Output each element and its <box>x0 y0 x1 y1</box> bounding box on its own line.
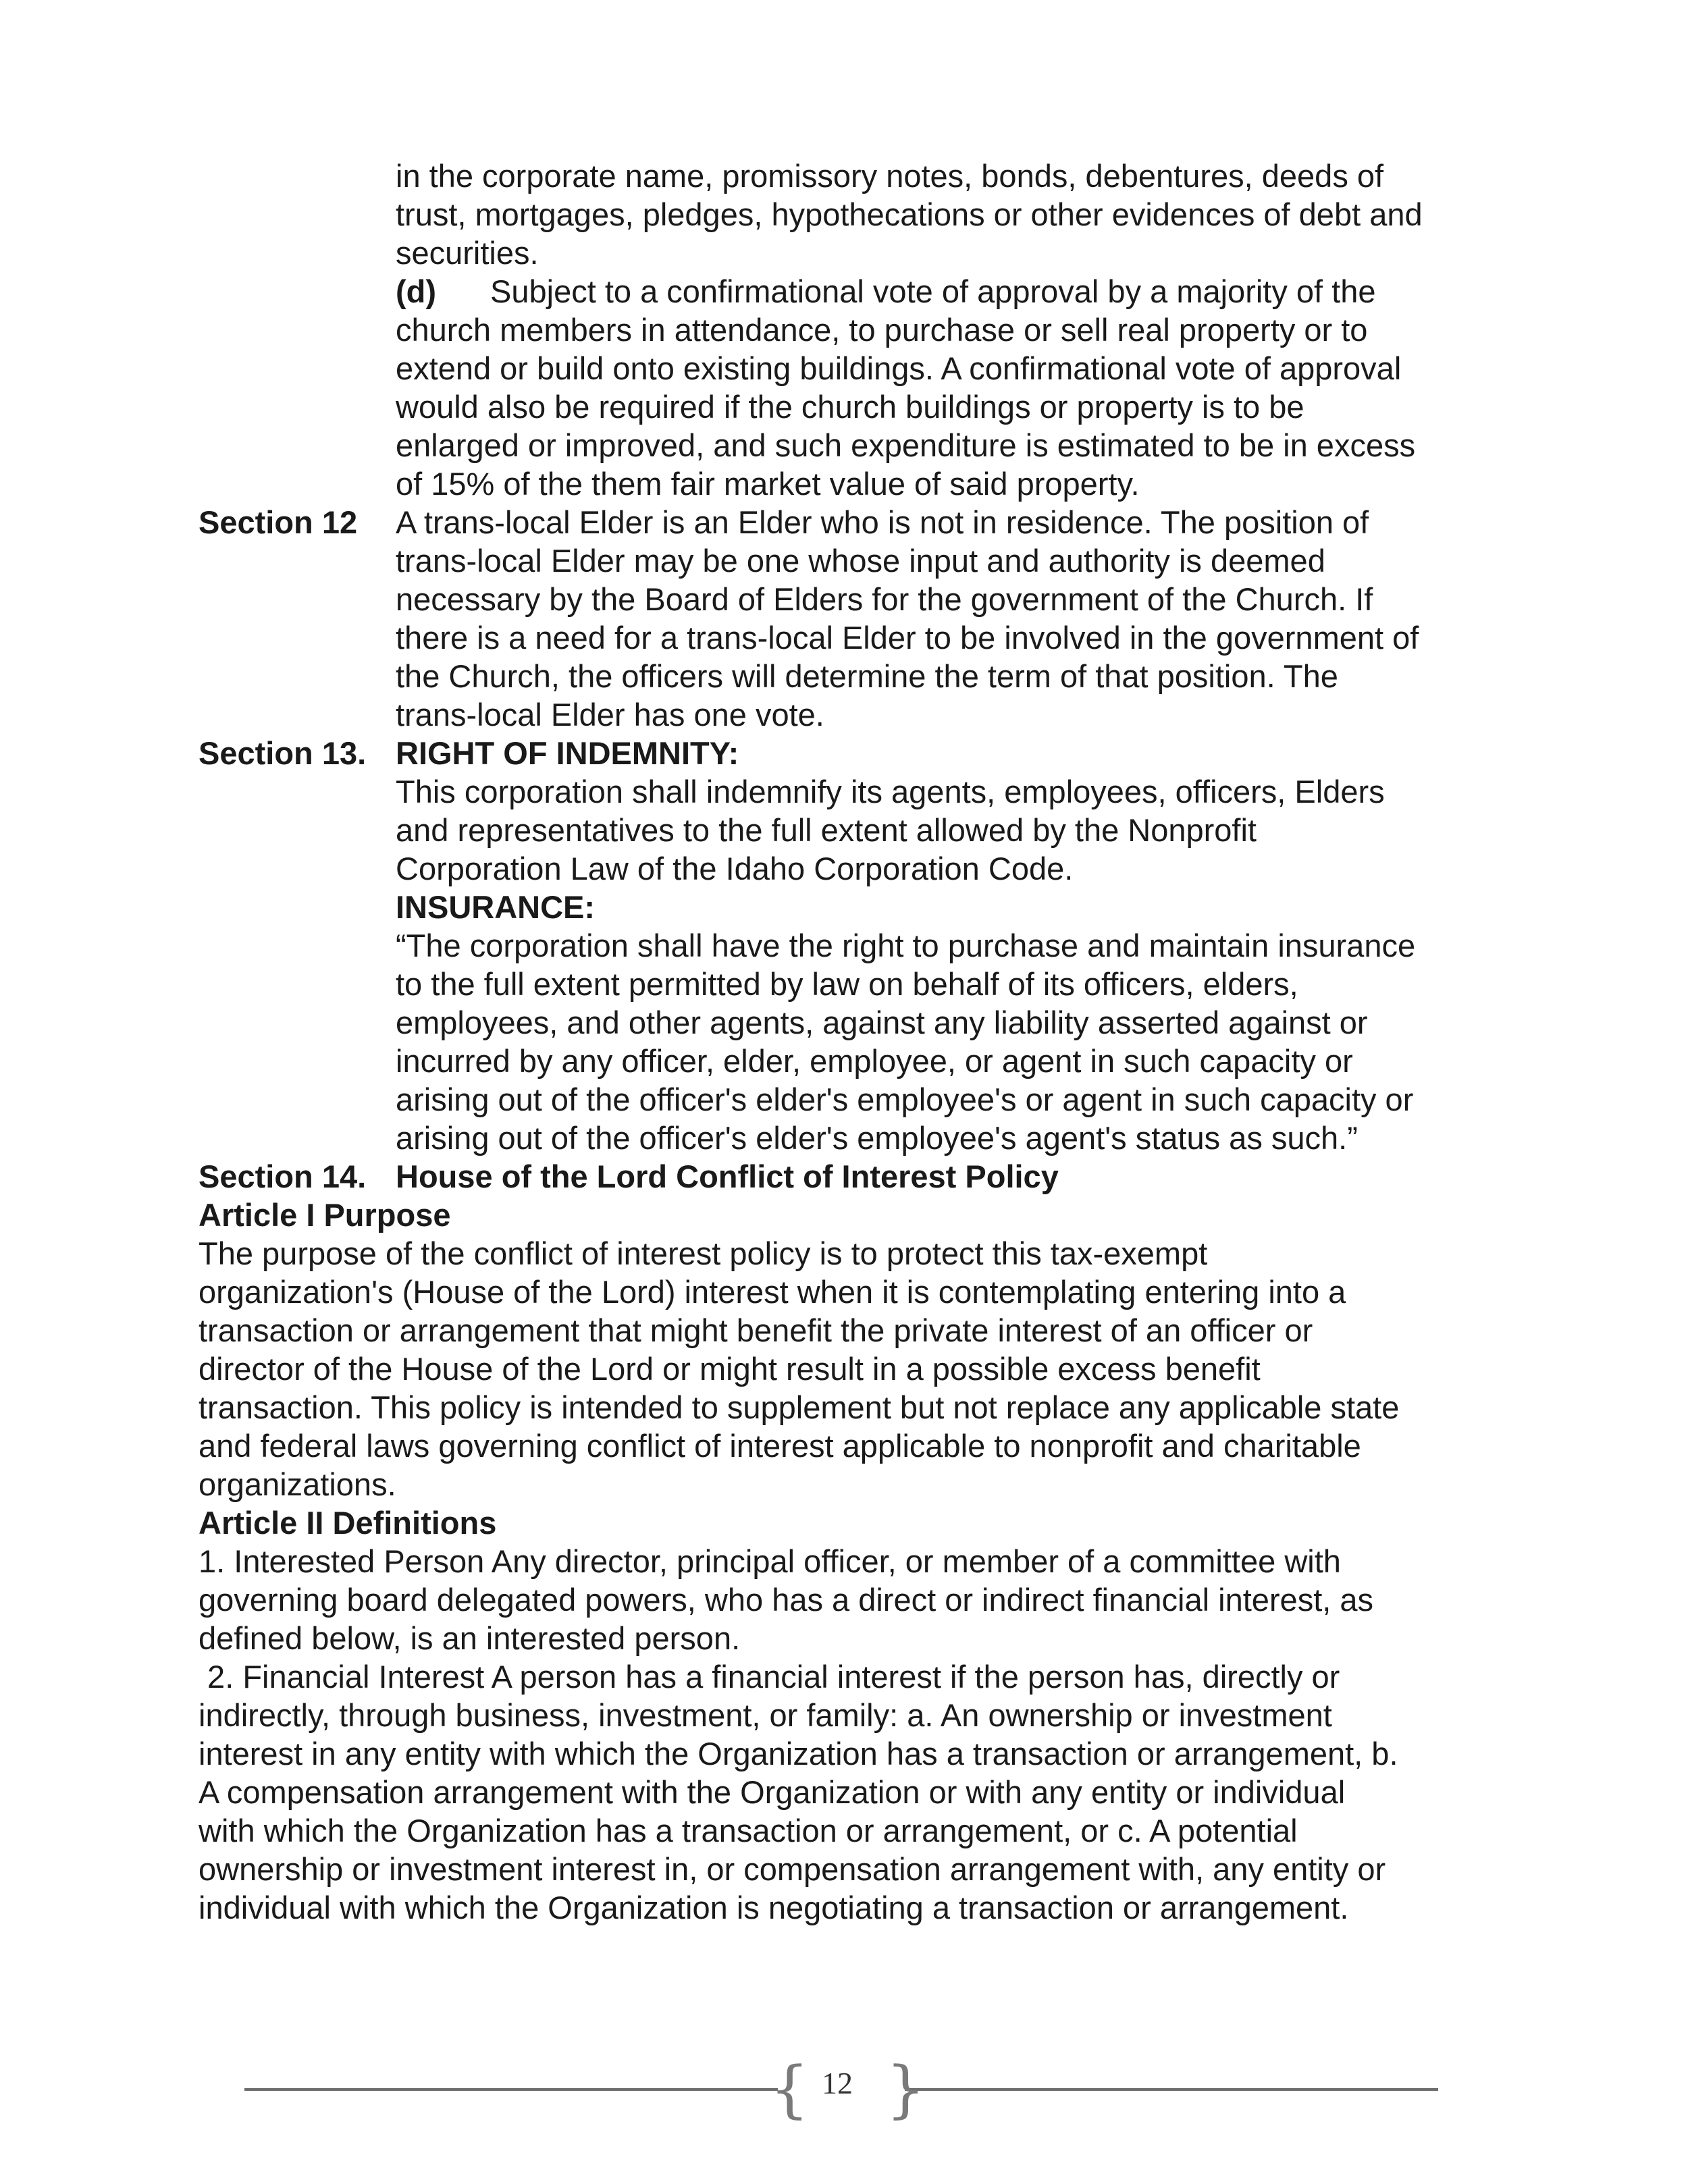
right-brace-icon: } <box>886 2053 926 2125</box>
body-line: transaction or arrangement that might benefit the private interest of an officer or <box>199 1312 1313 1348</box>
body-line: indirectly, through business, investment, or family: a. An ownership or investment <box>199 1697 1332 1733</box>
body-line: Corporation Law of the Idaho Corporation Code. <box>396 851 1074 886</box>
body-line: enlarged or improved, and such expenditure is estimated to be in excess <box>396 427 1416 463</box>
footer-rule-right <box>905 2088 1438 2091</box>
insurance-heading: INSURANCE: <box>396 889 596 925</box>
footer-rule-left <box>244 2088 778 2091</box>
body-line: in the corporate name, promissory notes, bonds, debentures, deeds of <box>396 158 1384 194</box>
body-line: arising out of the officer's elder's employee's or agent in such capacity or <box>396 1082 1414 1117</box>
body-line: organizations. <box>199 1466 396 1502</box>
section-heading: RIGHT OF INDEMNITY: <box>396 735 739 771</box>
body-line: would also be required if the church buildings or property is to be <box>396 389 1304 425</box>
body-line: This corporation shall indemnify its agents, employees, officers, Elders <box>396 774 1385 809</box>
body-line: trust, mortgages, pledges, hypothecations or other evidences of debt and <box>396 196 1423 232</box>
body-text: Subject to a confirmational vote of approval by a majority of the <box>490 273 1376 309</box>
body-line: organization's (House of the Lord) interest when it is contemplating entering into a <box>199 1274 1346 1310</box>
article-heading: Article II Definitions <box>199 1505 497 1541</box>
section-label: Section 13. <box>199 735 367 771</box>
page-number: 12 <box>822 2066 853 2100</box>
body-line: 2. Financial Interest A person has a financial interest if the person has, directly or <box>199 1659 1340 1695</box>
body-line: church members in attendance, to purchase or sell real property or to <box>396 312 1368 348</box>
body-line: trans-local Elder has one vote. <box>396 697 824 733</box>
body-line: securities. <box>396 235 539 271</box>
body-line: defined below, is an interested person. <box>199 1620 741 1656</box>
body-line: with which the Organization has a transaction or arrangement, or c. A potential <box>199 1813 1298 1848</box>
body-line: necessary by the Board of Elders for the government of the Church. If <box>396 581 1373 617</box>
body-line: interest in any entity with which the Organization has a transaction or arrangement, b. <box>199 1736 1398 1772</box>
left-brace-icon: { <box>770 2053 810 2125</box>
body-line: extend or build onto existing buildings. A confirmational vote of approval <box>396 350 1402 386</box>
body-line: arising out of the officer's elder's employee's agent's status as such.” <box>396 1120 1358 1156</box>
body-line: transaction. This policy is intended to supplement but not replace any applicable state <box>199 1389 1400 1425</box>
section-heading: House of the Lord Conflict of Interest Policy <box>396 1158 1059 1194</box>
body-line: to the full extent permitted by law on behalf of its officers, elders, <box>396 966 1298 1002</box>
body-line: governing board delegated powers, who has a direct or indirect financial interest, as <box>199 1582 1374 1618</box>
body-line: employees, and other agents, against any liability asserted against or <box>396 1005 1368 1040</box>
body-line: individual with which the Organization is negotiating a transaction or arrangement. <box>199 1890 1349 1925</box>
body-line: trans-local Elder may be one whose input and authority is deemed <box>396 543 1325 579</box>
body-line: 1. Interested Person Any director, principal officer, or member of a committee with <box>199 1543 1341 1579</box>
body-line: A compensation arrangement with the Organization or with any entity or individual <box>199 1774 1346 1810</box>
body-line: A trans-local Elder is an Elder who is not in residence. The position of <box>396 504 1369 540</box>
body-line: of 15% of the them fair market value of said property. <box>396 466 1140 502</box>
body-line: the Church, the officers will determine the term of that position. The <box>396 658 1338 694</box>
item-label: (d) <box>396 273 437 309</box>
body-line: The purpose of the conflict of interest policy is to protect this tax-exempt <box>199 1235 1208 1271</box>
body-line: “The corporation shall have the right to purchase and maintain insurance <box>396 928 1416 963</box>
body-line: ownership or investment interest in, or compensation arrangement with, any entity or <box>199 1851 1386 1887</box>
body-line: incurred by any officer, elder, employee, or agent in such capacity or <box>396 1043 1353 1079</box>
body-line: director of the House of the Lord or might result in a possible excess benefit <box>199 1351 1261 1387</box>
item-d-line <box>396 272 1376 311</box>
body-line: there is a need for a trans-local Elder to be involved in the government of <box>396 620 1419 656</box>
section-label: Section 12 <box>199 504 358 540</box>
body-line: and representatives to the full extent allowed by the Nonprofit <box>396 812 1257 848</box>
article-heading: Article I Purpose <box>199 1197 451 1233</box>
body-line: and federal laws governing conflict of interest applicable to nonprofit and charitable <box>199 1428 1361 1464</box>
section-label: Section 14. <box>199 1158 367 1194</box>
